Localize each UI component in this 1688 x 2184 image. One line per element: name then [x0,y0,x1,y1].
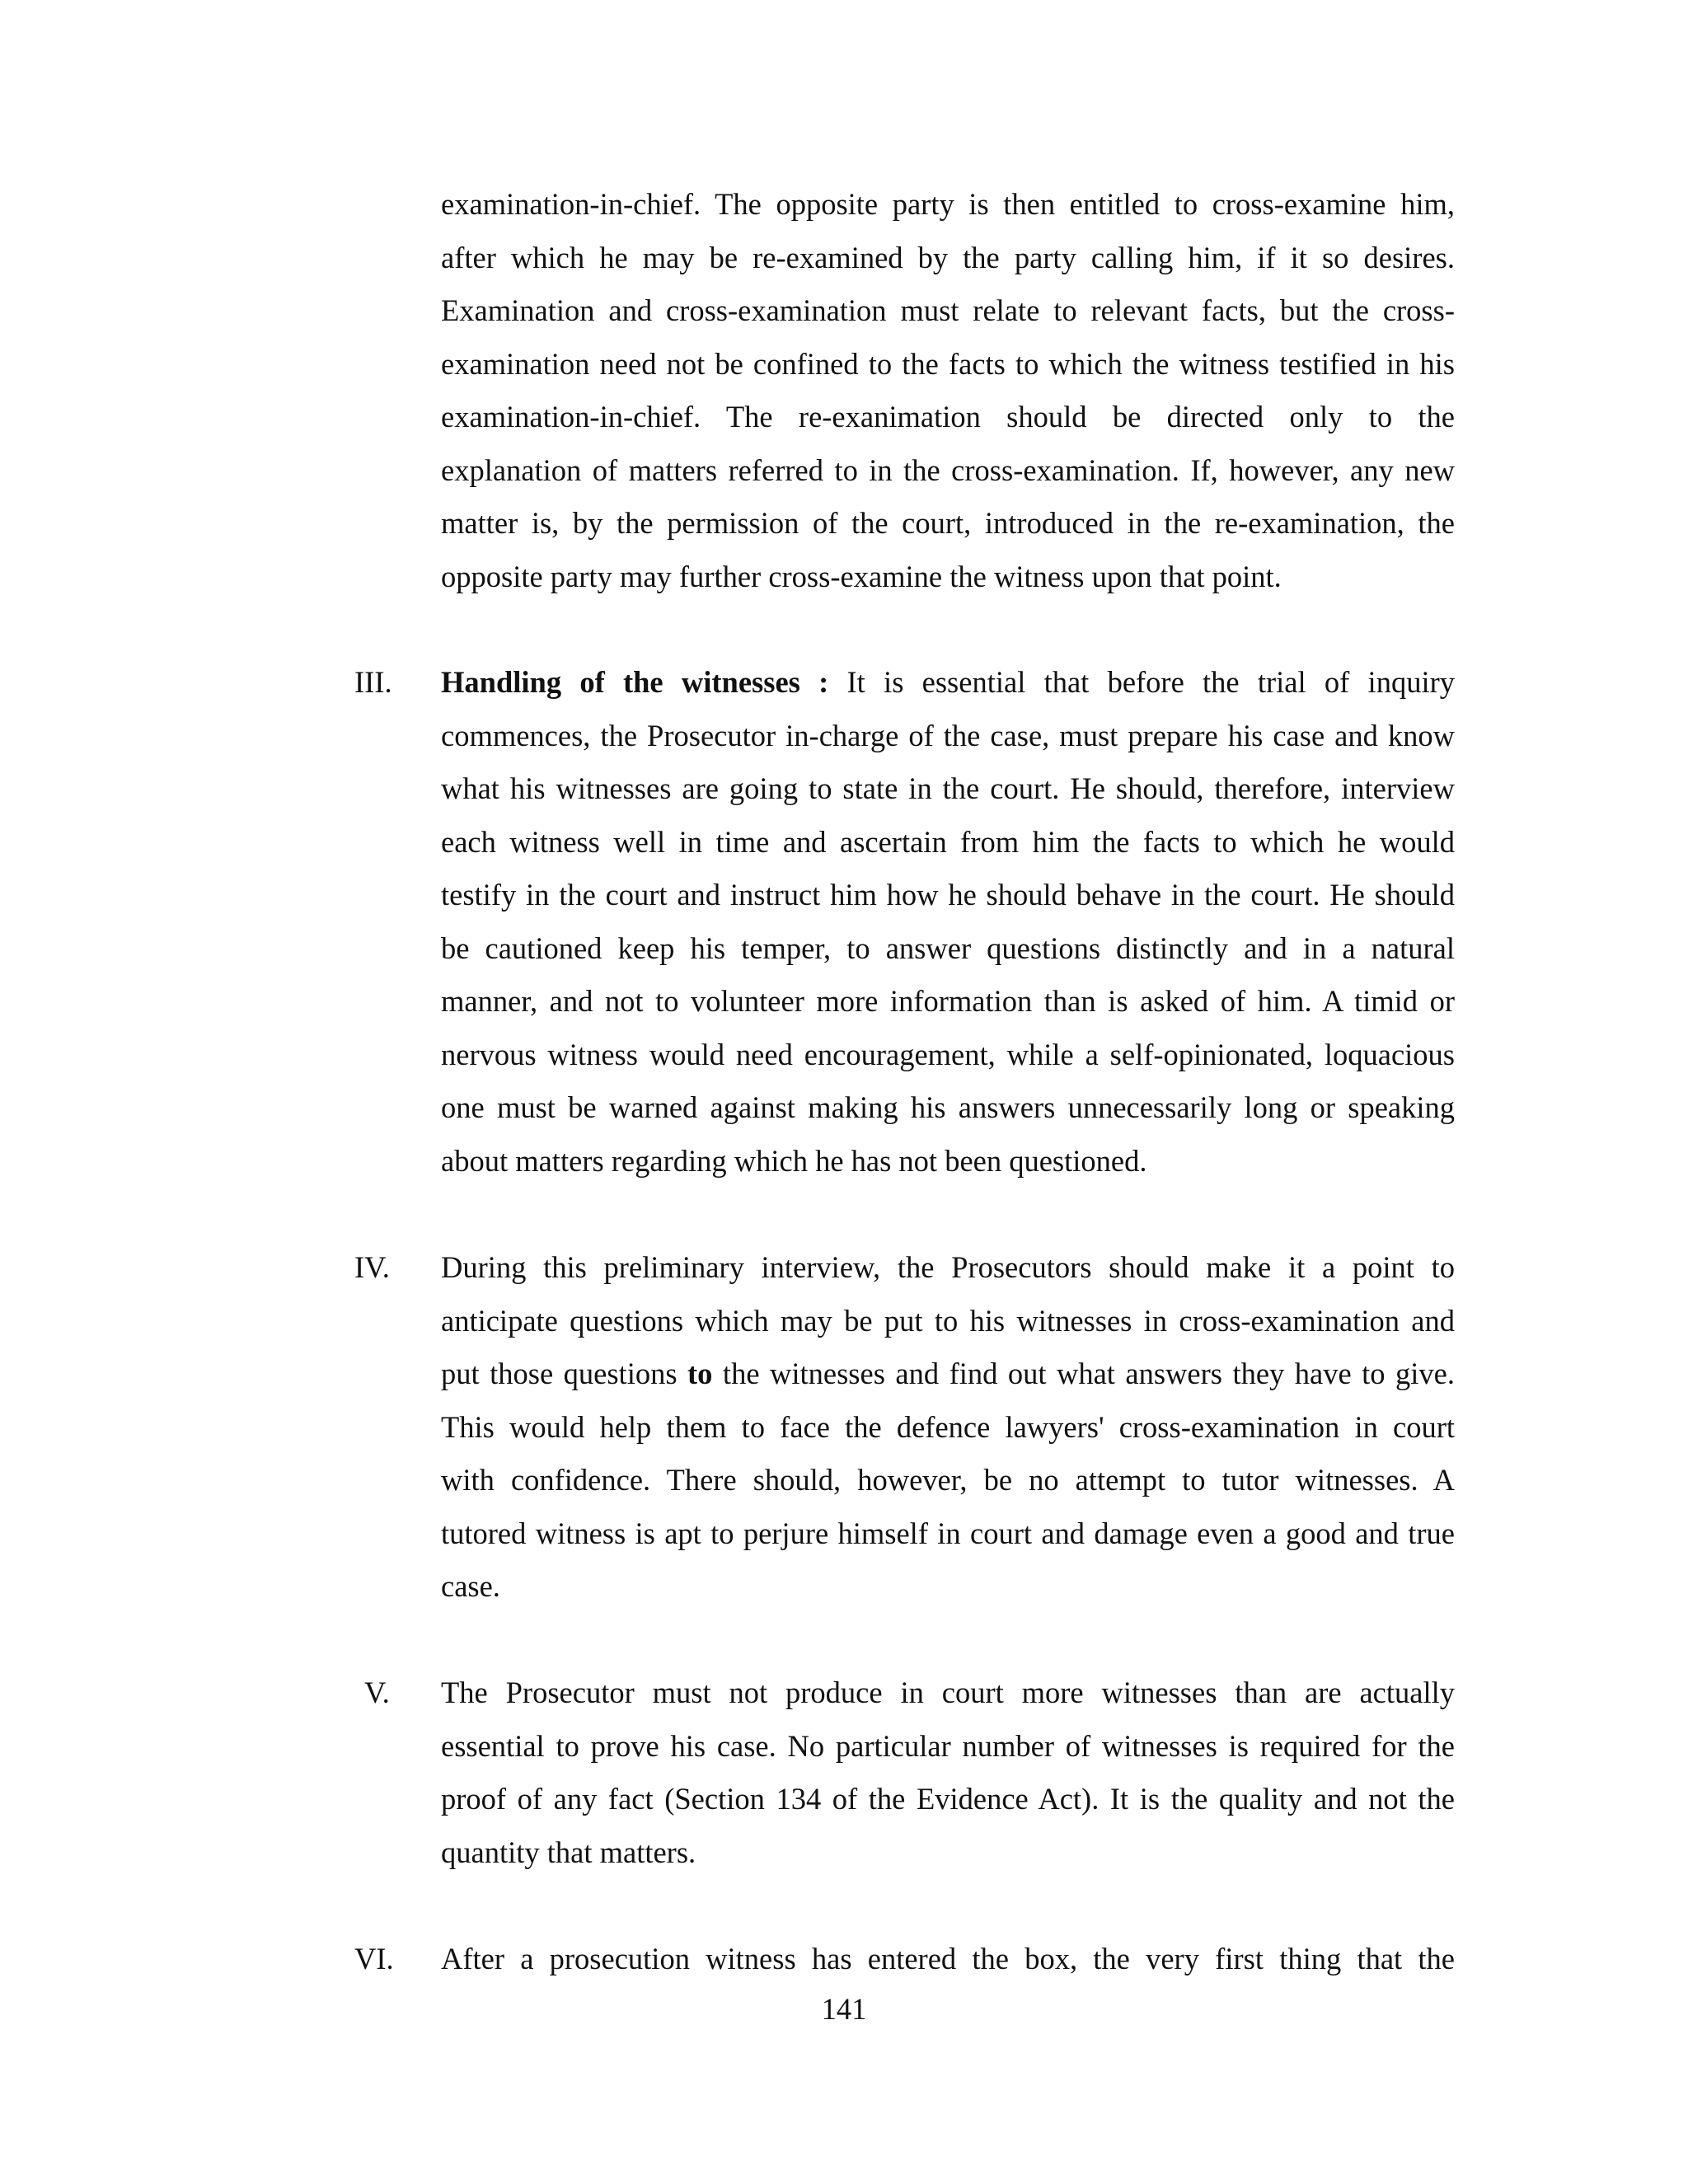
heading-line-rest: It is essential that before the trial of inquiry [846,665,1455,699]
section-numeral-iii: III. [354,665,392,699]
text-line: be cautioned keep his temper, to answer questions distinctly and in a natural [441,930,1455,965]
bold-word: to [687,1357,713,1390]
section-numeral-iv: IV. [354,1250,390,1284]
text-line: opposite party may further cross-examine the witness upon that point. [441,559,1282,593]
text-line: During this preliminary interview, the Prosecutors should make it a point to [441,1250,1455,1284]
text-line: after which he may be re-examined by the party calling him, if it so desires. [441,240,1455,274]
text-line: manner, and not to volunteer more information than is asked of him. A timid or [441,984,1455,1018]
text-line [441,656,1455,710]
text-line: with confidence. There should, however, be no attempt to tutor witnesses. A [441,1463,1455,1497]
page-number: 141 [821,1992,867,2026]
text-line: This would help them to face the defence lawyers' cross-examination in court [441,1409,1455,1444]
text-line: commences, the Prosecutor in-charge of the case, must prepare his case and know [441,718,1455,752]
text-line: testify in the court and instruct him how he should behave in the court. He should [441,878,1455,912]
section-iv-paragraph [441,1241,1455,1614]
section-iii-paragraph [441,656,1455,1188]
text-line: examination need not be confined to the facts to which the witness testified in his [441,346,1455,381]
section-numeral-vi: VI. [354,1942,394,1975]
continuation-paragraph [441,178,1455,603]
text-line: tutored witness is apt to perjure himself in court and damage even a good and true [441,1516,1455,1550]
text-line: examination-in-chief. The opposite party is then entitled to cross-examine him, [441,187,1455,221]
text-line: The Prosecutor must not produce in court more witnesses than are actually [441,1675,1455,1709]
text-line [441,1347,1455,1401]
text-line: anticipate questions which may be put to his witnesses in cross-examination and [441,1303,1455,1338]
text-line: essential to prove his case. No particular number of witnesses is required for the [441,1728,1455,1763]
text-line: about matters regarding which he has not been questioned. [441,1143,1147,1178]
text-line: what his witnesses are going to state in the court. He should, therefore, interview [441,771,1455,805]
section-vi-paragraph [441,1933,1455,1986]
text-line: examination-in-chief. The re-exanimation should be directed only to the [441,400,1455,434]
section-heading: Handling of the witnesses : [441,665,829,699]
text-line: nervous witness would need encouragement, while a self-opinionated, loquacious [441,1037,1455,1071]
text-fragment: the witnesses and find out what answers they have to give. [722,1357,1455,1390]
text-line: each witness well in time and ascertain from him the facts to which he would [441,824,1455,859]
text-line: proof of any fact (Section 134 of the Evidence Act). It is the quality and not the [441,1782,1455,1816]
section-numeral-v: V. [364,1675,390,1709]
text-fragment: put those questions [441,1357,678,1390]
text-line: After a prosecution witness has entered the box, the very first thing that the [441,1942,1455,1975]
text-line: explanation of matters referred to in the cross-examination. If, however, any new [441,452,1455,487]
section-v-paragraph [441,1666,1455,1879]
text-line: case. [441,1569,500,1603]
text-line: one must be warned against making his answers unnecessarily long or speaking [441,1090,1455,1124]
text-line: matter is, by the permission of the court, introduced in the re-examination, the [441,506,1455,540]
text-line: quantity that matters. [441,1835,696,1869]
text-line: Examination and cross-examination must relate to relevant facts, but the cross- [441,293,1455,327]
